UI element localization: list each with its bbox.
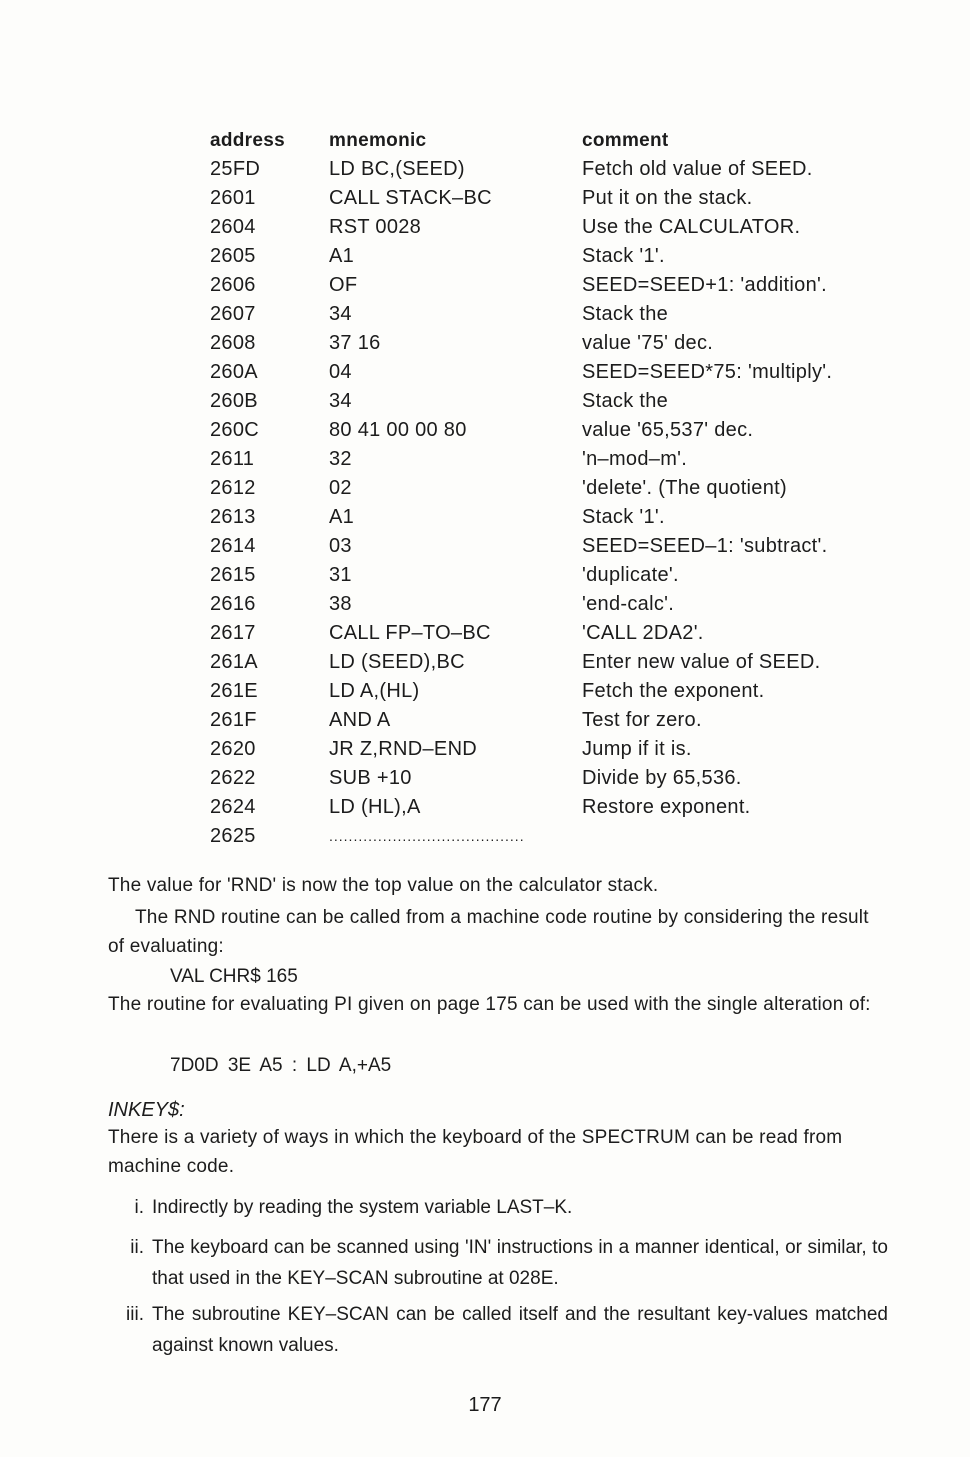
row-mnemonic: OF: [329, 274, 358, 296]
listing-row: [210, 474, 910, 503]
row-address: 2615: [210, 564, 256, 586]
listing-row: [210, 271, 910, 300]
header-comment: comment: [582, 130, 669, 151]
listing-row: [210, 677, 910, 706]
row-mnemonic: 31: [329, 564, 352, 586]
row-comment: SEED=SEED+1: 'addition'.: [582, 274, 827, 296]
listing-row: [210, 445, 910, 474]
row-address: 2614: [210, 535, 256, 557]
row-mnemonic: JR Z,RND–END: [329, 738, 478, 760]
row-address: 260C: [210, 419, 260, 441]
row-comment: Enter new value of SEED.: [582, 651, 821, 673]
list-item-text: The keyboard can be scanned using 'IN' instructions in a manner identical, or similar, to that used in the KEY–SCAN subroutine at 028E.: [152, 1237, 888, 1289]
row-address: 260B: [210, 390, 258, 412]
listing-row: [210, 793, 910, 822]
listing-row: [210, 329, 910, 358]
row-address: 260A: [210, 361, 258, 383]
row-comment: value '75' dec.: [582, 332, 714, 354]
row-comment: 'delete'. (The quotient): [582, 477, 787, 499]
row-mnemonic: 80 41 00 00 80: [329, 419, 467, 441]
row-address: 2617: [210, 622, 256, 644]
listing-row: [210, 706, 910, 735]
code-line-ld-a: 7D0D 3E A5 : LD A,+A5: [170, 1055, 392, 1076]
list-marker: i.: [134, 1197, 144, 1218]
row-mnemonic: LD A,(HL): [329, 680, 420, 702]
row-comment: Put it on the stack.: [582, 187, 753, 209]
row-comment: SEED=SEED–1: 'subtract'.: [582, 535, 828, 557]
header-mnemonic: mnemonic: [329, 130, 427, 151]
row-address: 2606: [210, 274, 256, 296]
listing-row: [210, 648, 910, 677]
section-heading-inkey: INKEY$:: [108, 1099, 185, 1121]
row-mnemonic: 34: [329, 303, 352, 325]
row-comment: Fetch old value of SEED.: [582, 158, 813, 180]
row-mnemonic: LD (HL),A: [329, 796, 421, 818]
row-mnemonic: 37 16: [329, 332, 381, 354]
row-comment: 'CALL 2DA2'.: [582, 622, 704, 644]
row-comment: Jump if it is.: [582, 738, 692, 760]
row-address: 2613: [210, 506, 256, 528]
listing-row: [210, 300, 910, 329]
row-comment: Use the CALCULATOR.: [582, 216, 801, 238]
listing-row-last: [210, 822, 910, 851]
row-address: 2622: [210, 767, 256, 789]
row-address: 2605: [210, 245, 256, 267]
row-comment: 'end-calc'.: [582, 593, 675, 615]
row-address: 2604: [210, 216, 256, 238]
row-mnemonic: LD (SEED),BC: [329, 651, 465, 673]
row-mnemonic: RST 0028: [329, 216, 422, 238]
listing-row: [210, 213, 910, 242]
row-mnemonic: A1: [329, 245, 355, 267]
paragraph-rnd-value: The value for 'RND' is now the top value on the calculator stack.: [108, 875, 659, 896]
row-address: 261A: [210, 651, 258, 673]
listing-row: [210, 503, 910, 532]
row-comment: Stack the: [582, 303, 669, 325]
listing-rows: [210, 155, 910, 822]
row-comment: Divide by 65,536.: [582, 767, 742, 789]
listing-row: [210, 735, 910, 764]
list-marker: iii.: [126, 1304, 144, 1325]
code-listing: [210, 126, 910, 851]
list-marker: ii.: [130, 1237, 144, 1258]
listing-row: [210, 184, 910, 213]
row-address: 25FD: [210, 158, 261, 180]
listing-header: [210, 126, 910, 155]
listing-row: [210, 387, 910, 416]
listing-row: [210, 532, 910, 561]
page-number: 177: [468, 1394, 502, 1416]
paragraph-pi-routine: The routine for evaluating PI given on page 175 can be used with the single alteration of:: [108, 994, 871, 1015]
list-item-text: Indirectly by reading the system variable LAST–K.: [152, 1197, 573, 1218]
row-dots: ........................................: [329, 828, 525, 844]
row-mnemonic: SUB +10: [329, 767, 412, 789]
row-comment: SEED=SEED*75: 'multiply'.: [582, 361, 833, 383]
row-comment: Restore exponent.: [582, 796, 751, 818]
row-mnemonic: LD BC,(SEED): [329, 158, 465, 180]
row-comment: Stack '1'.: [582, 245, 665, 267]
row-address: 2601: [210, 187, 256, 209]
row-address: 2612: [210, 477, 256, 499]
row-address: 261E: [210, 680, 258, 702]
row-address: 2608: [210, 332, 256, 354]
row-mnemonic: 02: [329, 477, 352, 499]
row-mnemonic: 34: [329, 390, 352, 412]
row-comment: Test for zero.: [582, 709, 702, 731]
header-address: address: [210, 130, 285, 151]
row-address: 2616: [210, 593, 256, 615]
row-comment: Fetch the exponent.: [582, 680, 765, 702]
code-line-val-chr: VAL CHR$ 165: [170, 966, 298, 987]
row-comment: Stack the: [582, 390, 669, 412]
row-address: 2620: [210, 738, 256, 760]
row-mnemonic: AND A: [329, 709, 391, 731]
paragraph-keyboard: There is a variety of ways in which the keyboard of the SPECTRUM can be read from machine code.: [108, 1127, 843, 1177]
row-mnemonic: 38: [329, 593, 352, 615]
list-item-text: The subroutine KEY–SCAN can be called itself and the resultant key-values matched against known values.: [152, 1304, 888, 1356]
row-mnemonic: 32: [329, 448, 352, 470]
listing-row: [210, 764, 910, 793]
row-comment: 'n–mod–m'.: [582, 448, 688, 470]
row-address: 2624: [210, 796, 256, 818]
row-comment: 'duplicate'.: [582, 564, 679, 586]
row-mnemonic: 04: [329, 361, 352, 383]
listing-row: [210, 590, 910, 619]
row-comment: Stack '1'.: [582, 506, 665, 528]
row-address: 261F: [210, 709, 257, 731]
listing-row: [210, 561, 910, 590]
row-address: 2625: [210, 825, 256, 847]
row-mnemonic: CALL FP–TO–BC: [329, 622, 491, 644]
listing-row: [210, 242, 910, 271]
row-mnemonic: A1: [329, 506, 355, 528]
listing-row: [210, 619, 910, 648]
row-comment: value '65,537' dec.: [582, 419, 754, 441]
listing-row: [210, 358, 910, 387]
listing-row: [210, 155, 910, 184]
paragraph-rnd-routine: The RND routine can be called from a machine code routine by considering the result of evaluating:: [108, 907, 869, 957]
row-mnemonic: CALL STACK–BC: [329, 187, 492, 209]
row-address: 2607: [210, 303, 256, 325]
row-mnemonic: 03: [329, 535, 352, 557]
row-address: 2611: [210, 448, 255, 470]
listing-row: [210, 416, 910, 445]
